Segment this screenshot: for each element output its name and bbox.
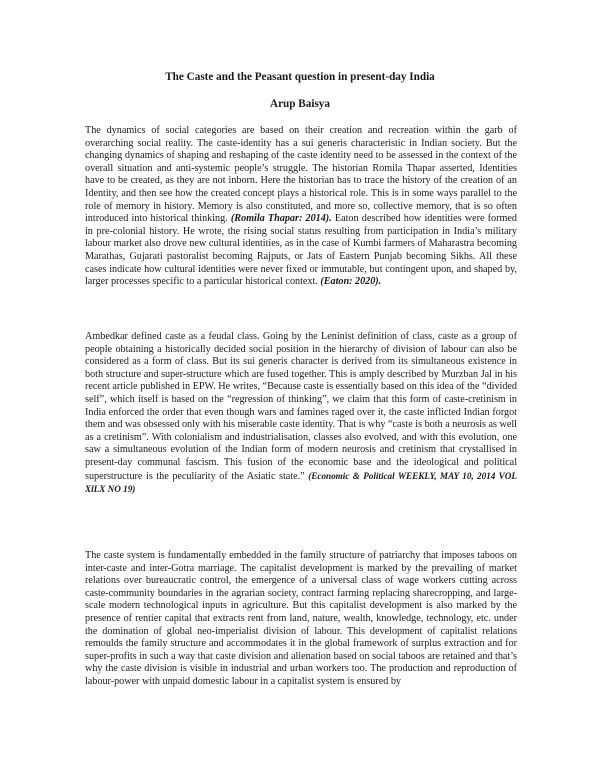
- citation-epw: (Economic & Political WEEKLY, MAY 10, 2014 VOL XlLX NO 19): [85, 470, 517, 495]
- paragraph-2-text: Ambedkar defined caste as a feudal class. Going by the Leninist definition of class, caste as a group of people obtaining a historically decided social position in the hierarchy of division of labour can also be considered as a form of class. But its sui generis character is derived from its simultaneous existence in both structure and super-structure which are fused together. This is amply described by Murzban Jal in his recent article published in EPW. He writes, “Because caste is essentially based on this idea of the “divided self”, which itself is based on the “regression of thinking”, we claim that this form of caste-cretinism in India enforced the order that even though wars and famines raged over it, the caste inflicted Indian forgot them and was obsessed only with his miserable caste identity. That is why “caste is both a neurosis as well as a cretinism”. With colonialism and industrialisation, classes also evolved, and with this evolution, one saw a simultaneous evolution of the Indian form of modern neurosis and cretinism that crystallised in present-day communal fascism. This fusion of the economic base and the ideological and political superstructure is the peculiarity of the Asiatic state.”: [85, 331, 517, 482]
- citation-eaton: (Eaton: 2020).: [320, 276, 382, 288]
- paragraph-1: [85, 125, 517, 289]
- citation-thapar: (Romila Thapar: 2014).: [230, 213, 332, 225]
- document-author: Arup Baisya: [270, 98, 330, 110]
- paragraph-1-text-a: The dynamics of social categories are based on their creation and recreation within the garb of overarching social reality. The caste-identity has a sui generis characteristic in Indian society. But the changing dynamics of shaping and reshaping of the caste identity need to be assessed in the context of the overall situation and anti-systemic people’s struggle. The historian Romila Thapar asserted, Identities have to be created, as they are not inborn. Here the historian has to trace the history of the creation of an Identity, and then see how the created concept plays a historical role. This is in some ways parallel to the role of memory in history. Memory is also constituted, and more so, collective memory, that is so often introduced into historical thinking.: [85, 125, 517, 225]
- paragraph-2: [85, 331, 517, 497]
- paragraph-1-text-b: Eaton described how identities were formed in pre-colonial history. He wrote, the rising social status resulting from participation in India’s military labour market also drove new cultural identities, as in the case of Kumbi farmers of Maharastra becoming Marathas, Gujarati pastoralist becoming Rajputs, or Jats of Eastern Punjab becoming Sikhs. All these cases indicate how cultural identities were never fixed or immutable, but contingent upon, and shaped by, larger processes specific to a particular historical context.: [85, 213, 517, 288]
- paragraph-3: [85, 550, 517, 689]
- document-title: The Caste and the Peasant question in present-day India: [165, 71, 435, 83]
- paragraph-3-text: The caste system is fundamentally embedded in the family structure of patriarchy that imposes taboos on inter-caste and inter-Gotra marriage. The capitalist development is marked by the prevailing of market relations over bureaucratic control, the emergence of a universal class of wage workers cutting across caste-community boundaries in the agrarian society, contract farming replacing sharecropping, and large-scale modern technological inputs in agriculture. But this capitalist development is also marked by the presence of rentier capital that extracts rent from land, nature, wealth, knowledge, technology, etc. under the domination of global neo-imperialist division of labour. This development of capitalist relations remoulds the family structure and accommodates it in the global framework of surplus extraction and for super-profits in such a way that caste division and alienation based on social taboos are retained and that’s why the caste division is visible in industrial and urban workers too. The production and reproduction of labour-power with unpaid domestic labour in a capitalist system is ensured by: [85, 550, 517, 687]
